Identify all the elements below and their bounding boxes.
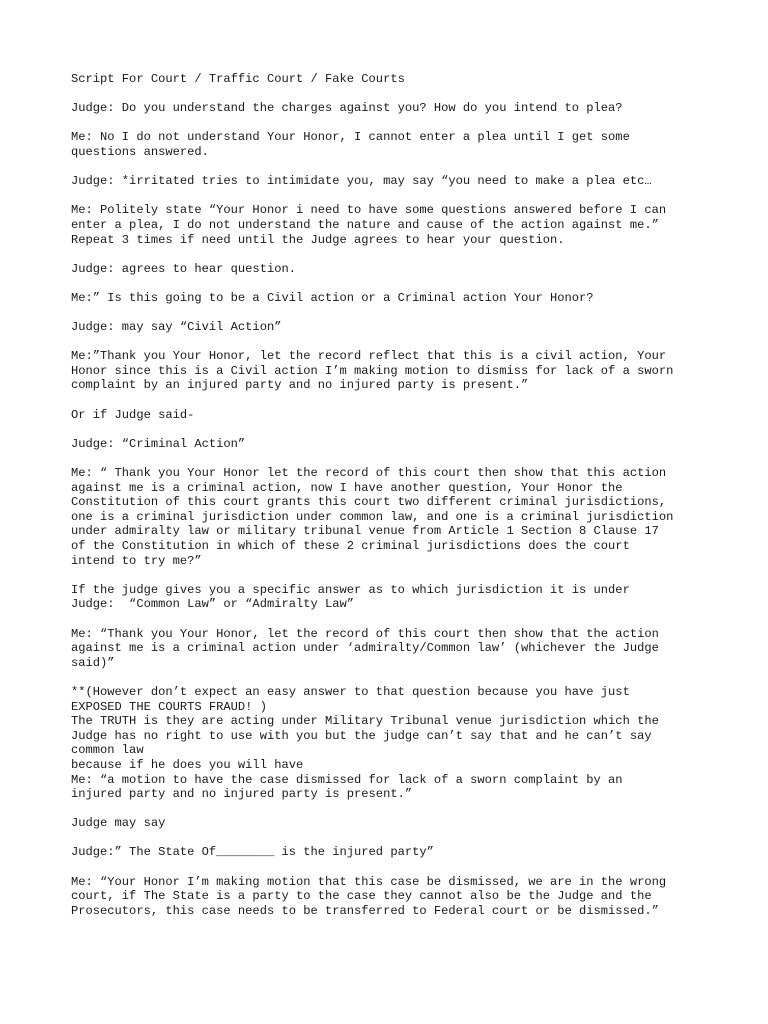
paragraph-line: one is a criminal jurisdiction under common law, and one is a criminal jurisdiction <box>71 509 674 524</box>
paragraph-line: Judge: “Criminal Action” <box>71 436 246 451</box>
paragraph-line: against me is a criminal action under ‘admiralty/Common law’ (whichever the Judge <box>71 641 659 656</box>
paragraph-line: court, if The State is a party to the case they cannot also be the Judge and the <box>71 889 652 904</box>
paragraph-gap <box>71 116 728 131</box>
paragraph-line: Me:”Thank you Your Honor, let the record reflect that this is a civil action, Your <box>71 349 667 364</box>
paragraph-line: against me is a criminal action, now I have another question, Your Honor the <box>71 480 623 495</box>
paragraph-line: Or if Judge said- <box>71 407 195 422</box>
paragraph-line: Honor since this is a Civil action I’m making motion to dismiss for lack of a sworn <box>71 363 674 378</box>
paragraph-gap <box>71 568 728 583</box>
paragraph-line: Me: “ Thank you Your Honor let the record of this court then show that this action <box>71 466 667 481</box>
paragraph-line: complaint by an injured party and no injured party is present.” <box>71 378 529 393</box>
paragraph-line: of the Constitution in which of these 2 criminal jurisdictions does the court <box>71 539 630 553</box>
paragraph-gap <box>71 335 728 350</box>
paragraph-gap <box>71 451 728 466</box>
paragraph-line: Judge has no right to use with you but the judge can’t say that and he can’t say <box>71 728 652 743</box>
paragraph-gap <box>71 422 728 437</box>
paragraph-line: Judge: “Common Law” or “Admiralty Law” <box>71 597 355 612</box>
paragraph-gap <box>71 160 728 175</box>
paragraph-gap <box>71 276 728 291</box>
paragraph-line: Judge: *irritated tries to intimidate you, may say “you need to make a plea etc… <box>71 174 652 189</box>
paragraph-line: **(However don’t expect an easy answer to that question because you have just <box>71 684 630 699</box>
paragraph-line: Judge: Do you understand the charges against you? How do you intend to plea? <box>71 101 623 116</box>
paragraph-line: The TRUTH is they are acting under Military Tribunal venue jurisdiction which the <box>71 714 659 729</box>
paragraph-gap <box>71 306 728 321</box>
paragraph-gap <box>71 802 728 817</box>
paragraph-line: Me: “Your Honor I’m making motion that this case be dismissed, we are in the wrong <box>71 874 667 889</box>
paragraph-line: intend to try me?” <box>71 553 202 568</box>
paragraph-gap <box>71 247 728 262</box>
paragraph-line: Me: Politely state “Your Honor i need to have some questions answered before I can <box>71 203 667 218</box>
paragraph-gap <box>71 393 728 408</box>
paragraph-line: Me: “a motion to have the case dismissed for lack of a sworn complaint by an <box>71 772 623 787</box>
paragraph-line: questions answered. <box>71 144 209 159</box>
paragraph-line: Prosecutors, this case needs to be transferred to Federal court or be dismissed.” <box>71 903 659 918</box>
paragraph-line: said)” <box>71 655 115 670</box>
paragraph-gap <box>71 670 728 685</box>
document-body <box>71 101 728 918</box>
paragraph-line: Me:” Is this going to be a Civil action or a Criminal action Your Honor? <box>71 290 594 305</box>
paragraph-line: Judge may say <box>71 816 166 831</box>
paragraph-line: because if he does you will have <box>71 757 304 772</box>
paragraph-gap <box>71 831 728 846</box>
paragraph-line: Constitution of this court grants this court two different criminal jurisdictions, <box>71 495 667 510</box>
paragraph-line: Me: “Thank you Your Honor, let the record of this court then show that the action <box>71 626 659 641</box>
paragraph-line: injured party and no injured party is present.” <box>71 787 413 802</box>
document-title: Script For Court / Traffic Court / Fake Courts <box>71 72 405 86</box>
paragraph-line: EXPOSED THE COURTS FRAUD! ) <box>71 699 267 714</box>
paragraph-line: Judge:” The State Of________ is the injured party” <box>71 845 434 860</box>
paragraph-line: Judge: agrees to hear question. <box>71 261 296 276</box>
paragraph-line: If the judge gives you a specific answer as to which jurisdiction it is under <box>71 582 630 597</box>
paragraph-gap <box>71 189 728 204</box>
paragraph-gap <box>71 860 728 875</box>
paragraph-line: Repeat 3 times if need until the Judge agrees to hear your question. <box>71 232 565 247</box>
paragraph-line: enter a plea, I do not understand the nature and cause of the action against me.” <box>71 217 659 232</box>
paragraph-gap <box>71 612 728 627</box>
paragraph-line: Me: No I do not understand Your Honor, I cannot enter a plea until I get some <box>71 130 630 145</box>
paragraph-line: under admiralty law or military tribunal venue from Article 1 Section 8 Clause 17 <box>71 524 659 539</box>
paragraph-line: Judge: may say “Civil Action” <box>71 320 282 335</box>
paragraph-gap <box>71 87 728 102</box>
paragraph-line: common law <box>71 743 144 758</box>
